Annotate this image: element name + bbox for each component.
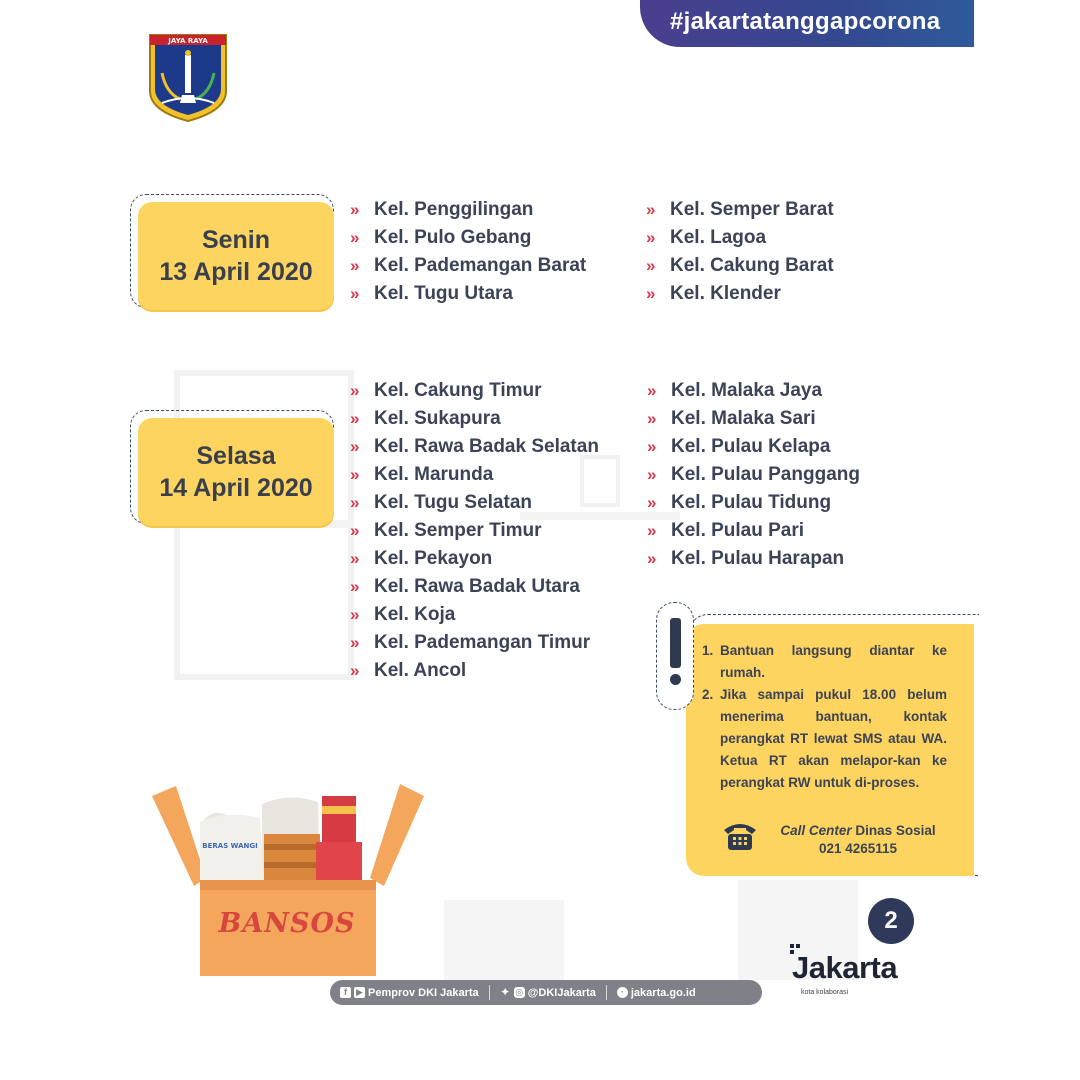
double-chevron-icon: » xyxy=(350,284,360,303)
double-chevron-icon: » xyxy=(647,521,657,540)
list-item: » Kel. Rawa Badak Utara xyxy=(350,573,599,601)
double-chevron-icon: » xyxy=(350,256,360,275)
list-item: » Kel. Pulau Pari xyxy=(647,517,860,545)
list-item: » Kel. Pulo Gebang xyxy=(350,224,586,252)
social-facebook-youtube[interactable]: f ▶ Pemprov DKI Jakarta xyxy=(330,987,489,999)
website-globe-icon: · xyxy=(617,987,628,998)
double-chevron-icon: » xyxy=(646,256,656,275)
list-item: » Kel. Pulau Panggang xyxy=(647,461,860,489)
list-item: » Kel. Rawa Badak Selatan xyxy=(350,433,599,461)
social-footer-bar xyxy=(330,980,762,1005)
double-chevron-icon: » xyxy=(350,437,360,456)
call-center-org: Dinas Sosial xyxy=(855,823,936,838)
hashtag-banner: #jakartatanggapcorona xyxy=(640,0,974,47)
date-label: 13 April 2020 xyxy=(159,258,313,286)
list-item: » Kel. Pademangan Barat xyxy=(350,252,586,280)
double-chevron-icon: » xyxy=(647,465,657,484)
list-item: » Kel. Pulau Kelapa xyxy=(647,433,860,461)
double-chevron-icon: » xyxy=(350,549,360,568)
date-box-selasa xyxy=(134,414,334,526)
day-label: Senin xyxy=(201,226,271,254)
double-chevron-icon: » xyxy=(350,200,360,219)
list-item: » Kel. Koja xyxy=(350,601,599,629)
list-item: » Kel. Semper Barat xyxy=(646,196,834,224)
double-chevron-icon: » xyxy=(350,633,360,652)
logo-text: JAYA RAYA xyxy=(168,37,208,45)
twitter-icon: ✦ xyxy=(500,985,511,999)
list-item: » Kel. Sukapura xyxy=(350,405,599,433)
list-item: » Kel. Semper Timur xyxy=(350,517,599,545)
senin-list-right xyxy=(646,196,834,308)
date-box-fill xyxy=(138,418,334,526)
double-chevron-icon: » xyxy=(646,200,656,219)
double-chevron-icon: » xyxy=(647,493,657,512)
double-chevron-icon: » xyxy=(350,661,360,680)
list-item: » Kel. Pekayon xyxy=(350,545,599,573)
social-twitter-instagram[interactable]: ✦ ◎ @DKIJakarta xyxy=(500,985,596,999)
day-label: Selasa xyxy=(196,442,276,470)
background-chair xyxy=(444,900,564,980)
list-item: » Kel. Cakung Timur xyxy=(350,377,599,405)
list-item: » Kel. Malaka Jaya xyxy=(647,377,860,405)
list-item: » Kel. Tugu Selatan xyxy=(350,489,599,517)
double-chevron-icon: » xyxy=(350,493,360,512)
list-item: » Kel. Pulau Tidung xyxy=(647,489,860,517)
social-website[interactable]: · jakarta.go.id xyxy=(607,987,706,999)
page-number-badge: 2 xyxy=(868,898,914,944)
double-chevron-icon: » xyxy=(647,409,657,428)
selasa-list-left xyxy=(350,377,599,685)
double-chevron-icon: » xyxy=(646,284,656,303)
double-chevron-icon: » xyxy=(350,381,360,400)
facebook-icon: f xyxy=(340,987,351,998)
double-chevron-icon: » xyxy=(647,437,657,456)
instagram-icon: ◎ xyxy=(515,987,524,997)
rice-bag-label: BERAS WANGI xyxy=(202,842,258,850)
double-chevron-icon: » xyxy=(350,521,360,540)
call-center xyxy=(768,822,948,858)
bansos-label: BANSOS xyxy=(218,908,356,939)
notice-text xyxy=(702,640,947,794)
brand-tagline: kota kolaborasi xyxy=(801,989,849,996)
double-chevron-icon: » xyxy=(647,549,657,568)
exclamation-dot xyxy=(670,674,681,685)
date-box-fill xyxy=(138,202,334,310)
notice-item: 2. Jika sampai pukul 18.00 belum menerima bantuan, kontak perangkat RT lewat SMS atau WA. Ketua RT akan melapor-kan ke perangkat RW untuk di-proses. xyxy=(702,687,947,790)
double-chevron-icon: » xyxy=(350,228,360,247)
list-item: » Kel. Malaka Sari xyxy=(647,405,860,433)
double-chevron-icon: » xyxy=(350,605,360,624)
youtube-icon: ▶ xyxy=(354,987,365,998)
notice-item: 1. Bantuan langsung diantar ke rumah. xyxy=(702,643,947,680)
bansos-box-illustration xyxy=(148,782,428,978)
brand-wordmark: Jakarta xyxy=(792,950,898,985)
double-chevron-icon: » xyxy=(646,228,656,247)
double-chevron-icon: » xyxy=(350,409,360,428)
call-center-number: 021 4265115 xyxy=(818,841,898,856)
list-item: » Kel. Klender xyxy=(646,280,834,308)
telephone-icon xyxy=(722,820,758,852)
list-item: » Kel. Cakung Barat xyxy=(646,252,834,280)
list-item: » Kel. Tugu Utara xyxy=(350,280,586,308)
list-item: » Kel. Ancol xyxy=(350,657,599,685)
list-item: » Kel. Penggilingan xyxy=(350,196,586,224)
date-box-senin xyxy=(134,198,334,310)
double-chevron-icon: » xyxy=(350,465,360,484)
double-chevron-icon: » xyxy=(350,577,360,596)
list-item: » Kel. Marunda xyxy=(350,461,599,489)
double-chevron-icon: » xyxy=(647,381,657,400)
list-item: » Kel. Lagoa xyxy=(646,224,834,252)
selasa-list-right xyxy=(647,377,860,573)
exclamation-icon xyxy=(670,618,681,668)
date-label: 14 April 2020 xyxy=(159,474,313,502)
jakarta-emblem-logo xyxy=(148,33,228,123)
senin-list-left xyxy=(350,196,586,308)
list-item: » Kel. Pulau Harapan xyxy=(647,545,860,573)
list-item: » Kel. Pademangan Timur xyxy=(350,629,599,657)
call-center-label: Call Center xyxy=(780,823,852,838)
